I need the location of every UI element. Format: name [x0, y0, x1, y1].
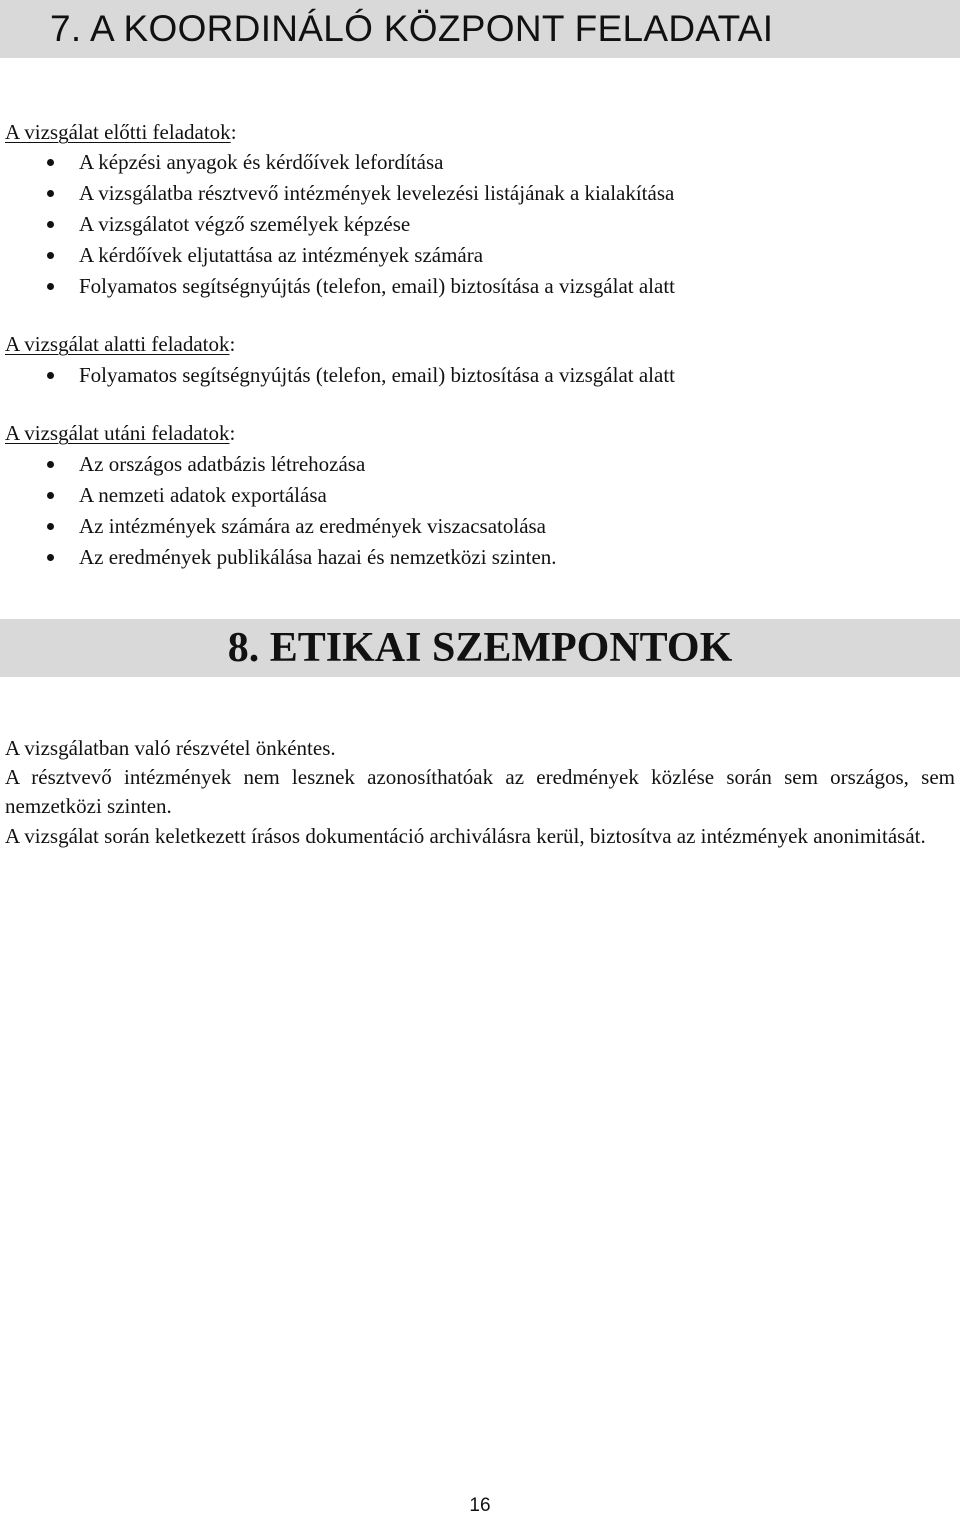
during-tasks-label: A vizsgálat alatti feladatok	[5, 332, 230, 356]
bullet-icon	[47, 221, 54, 228]
paragraph: A résztvevő intézmények nem lesznek azonosíthatóak az eredmények közlése során sem országos, sem nemzetközi szinten.	[5, 765, 955, 818]
bullet-icon	[47, 523, 54, 530]
paragraph: A vizsgálat során keletkezett írásos dokumentáció archiválásra kerül, biztosítva az intézmények anonimitását.	[5, 824, 926, 848]
before-tasks-label: A vizsgálat előtti feladatok	[5, 120, 231, 144]
list-item-text: Folyamatos segítségnyújtás (telefon, email) biztosítása a vizsgálat alatt	[79, 274, 675, 298]
bullet-icon	[47, 492, 54, 499]
after-tasks-label: A vizsgálat utáni feladatok	[5, 421, 230, 445]
bullet-icon	[47, 252, 54, 259]
bullet-icon	[47, 159, 54, 166]
list-item-text: Az eredmények publikálása hazai és nemzetközi szinten.	[79, 545, 557, 569]
page-number: 16	[469, 1495, 491, 1516]
list-item-text: Az intézmények számára az eredmények viszacsatolása	[79, 514, 547, 538]
during-tasks-heading: A vizsgálat alatti feladatok:	[5, 332, 236, 356]
section-7-heading-bar	[0, 0, 960, 58]
list-item-text: Folyamatos segítségnyújtás (telefon, email) biztosítása a vizsgálat alatt	[79, 363, 675, 387]
list-item-text: A kérdőívek eljutattása az intézmények számára	[79, 243, 484, 267]
section-8-heading-bar	[0, 619, 960, 677]
bullet-icon	[47, 461, 54, 468]
list-item-text: A vizsgálatot végző személyek képzése	[79, 212, 411, 236]
list-item-text: A képzési anyagok és kérdőívek lefordítása	[79, 150, 444, 174]
list-item-text: Az országos adatbázis létrehozása	[79, 452, 366, 476]
before-tasks-heading: A vizsgálat előtti feladatok:	[5, 120, 237, 144]
bullet-icon	[47, 372, 54, 379]
bullet-icon	[47, 283, 54, 290]
section-8-title: 8. ETIKAI SZEMPONTOK	[227, 625, 733, 671]
list-item-text: A nemzeti adatok exportálása	[79, 483, 327, 507]
list-item-text: A vizsgálatba résztvevő intézmények levelezési listájának a kialakítása	[79, 181, 675, 205]
paragraph: A vizsgálatban való részvétel önkéntes.	[5, 736, 336, 760]
bullet-icon	[47, 554, 54, 561]
bullet-icon	[47, 190, 54, 197]
section-7-title: 7. A KOORDINÁLÓ KÖZPONT FELADATAI	[50, 8, 774, 49]
after-tasks-heading: A vizsgálat utáni feladatok:	[5, 421, 236, 445]
